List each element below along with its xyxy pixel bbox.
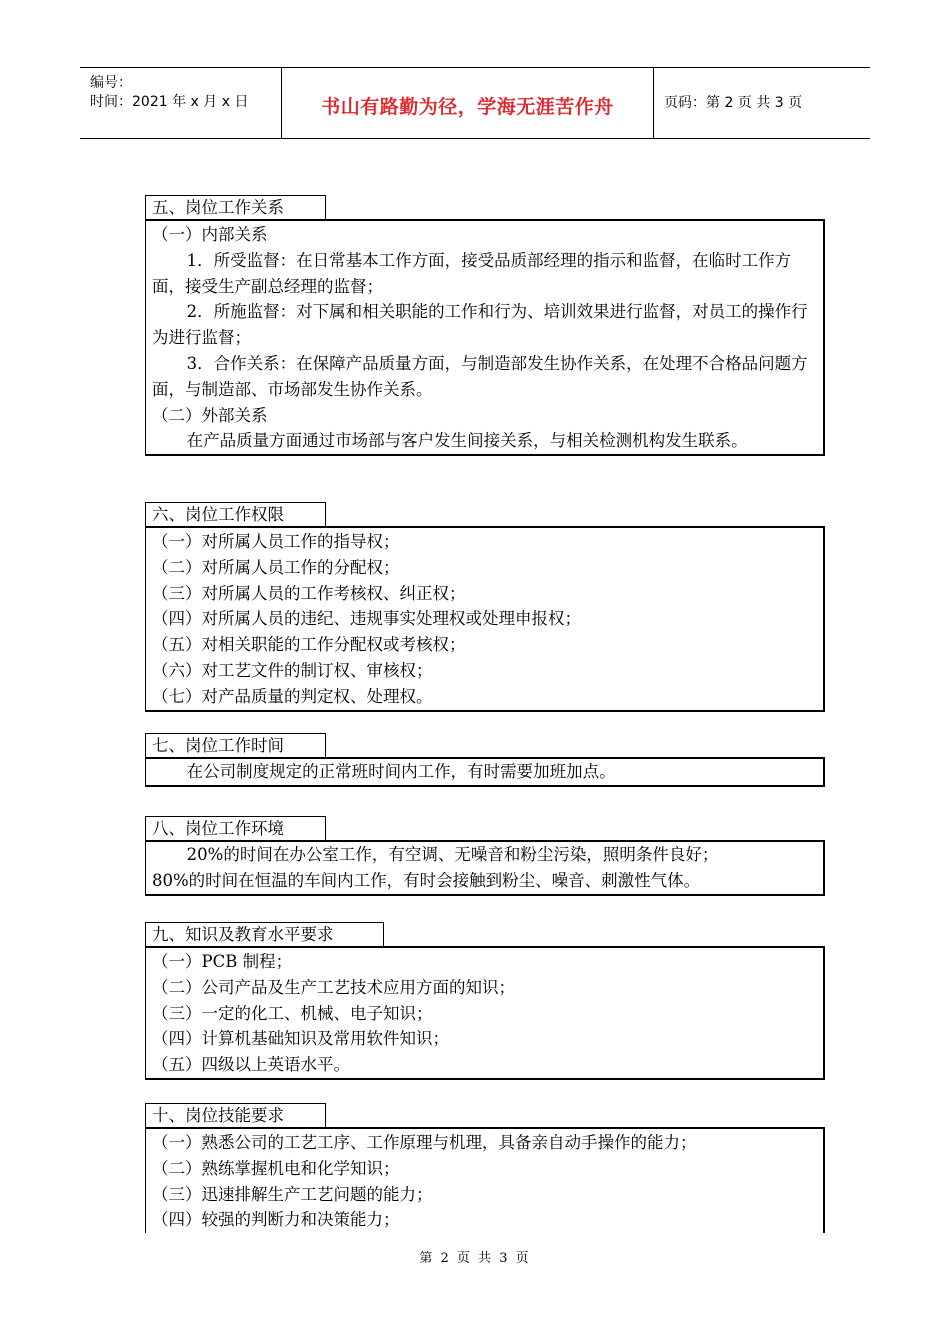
text-line: （四）对所属人员的违纪、违规事实处理权或处理申报权；: [152, 609, 581, 629]
date-label: 时间：2021 年 x 月 x 日: [90, 94, 249, 110]
section-title: 七、岗位工作时间: [145, 733, 326, 757]
text-line: （三）迅速排解生产工艺问题的能力；: [152, 1184, 433, 1204]
section-title: 九、知识及教育水平要求: [145, 922, 384, 946]
text-line: （三）对所属人员的工作考核权、纠正权；: [152, 583, 466, 603]
section-title: 六、岗位工作权限: [145, 502, 326, 526]
page-footer: 第 2 页 共 3 页: [419, 1251, 531, 1266]
text-paragraph: 3．合作关系：在保障产品质量方面，与制造部发生协作关系，在处理不合格品问题方面，与制造部、市场部发生协作关系。: [152, 353, 808, 399]
section-skill-requirements: [145, 1103, 825, 1233]
text-line: （四）计算机基础知识及常用软件知识；: [152, 1029, 449, 1049]
text-line: （一）内部关系: [152, 225, 268, 244]
section-job-authority: [145, 502, 825, 712]
text-line: （三）一定的化工、机械、电子知识；: [152, 1003, 433, 1023]
text-paragraph: 在公司制度规定的正常班时间内工作，有时需要加班加点。: [186, 762, 616, 781]
section-body: [145, 1127, 825, 1233]
text-line: （五）对相关职能的工作分配权或考核权；: [152, 635, 466, 655]
section-title: 八、岗位工作环境: [145, 816, 326, 840]
text-line: （二）熟练掌握机电和化学知识；: [152, 1158, 400, 1178]
text-line: （一）熟悉公司的工艺工序、工作原理与机理，具备亲自动手操作的能力；: [152, 1133, 697, 1152]
header-meta: [80, 68, 282, 138]
section-title: 五、岗位工作关系: [145, 195, 326, 219]
text-paragraph: 在产品质量方面通过市场部与客户发生间接关系，与相关检测机构发生联系。: [186, 431, 748, 451]
text-line: （四）较强的判断力和决策能力；: [152, 1210, 400, 1230]
text-line: （六）对工艺文件的制订权、审核权；: [152, 660, 433, 680]
section-body: [145, 946, 825, 1080]
section-work-hours: [145, 733, 825, 787]
header-motto: 书山有路勤为径，学海无涯苦作舟: [282, 68, 654, 138]
section-body: [145, 840, 825, 896]
section-job-relations: [145, 195, 825, 456]
text-line: （二）对所属人员工作的分配权；: [152, 557, 400, 577]
section-work-environment: [145, 816, 825, 896]
section-title: 十、岗位技能要求: [145, 1103, 326, 1127]
page-header: [80, 67, 870, 139]
text-paragraph: 1．所受监督：在日常基本工作方面，接受品质部经理的指示和监督，在临时工作方面，接受生产副总经理的监督；: [152, 250, 792, 296]
header-page-number: 页码：第 2 页 共 3 页: [664, 95, 803, 111]
section-body: [145, 757, 825, 787]
text-line: （五）四级以上英语水平。: [152, 1055, 350, 1075]
section-knowledge-requirements: [145, 922, 825, 1080]
text-line: （二）公司产品及生产工艺技术应用方面的知识；: [152, 977, 515, 997]
text-line: （一）PCB 制程；: [152, 952, 293, 971]
text-paragraph: 2．所施监督：对下属和相关职能的工作和行为、培训效果进行监督，对员工的操作行为进行监督；: [152, 302, 808, 348]
section-body: [145, 526, 825, 712]
section-body: [145, 219, 825, 456]
text-paragraph: 20%的时间在办公室工作，有空调、无噪音和粉尘污染，照明条件良好；: [186, 845, 719, 864]
text-line: （二）外部关系: [152, 405, 268, 425]
number-label: 编号：: [90, 75, 132, 91]
text-line: （七）对产品质量的判定权、处理权。: [152, 686, 433, 706]
text-line: （一）对所属人员工作的指导权；: [152, 532, 400, 551]
text-line: 80%的时间在恒温的车间内工作，有时会接触到粉尘、噪音、刺激性气体。: [152, 870, 701, 890]
